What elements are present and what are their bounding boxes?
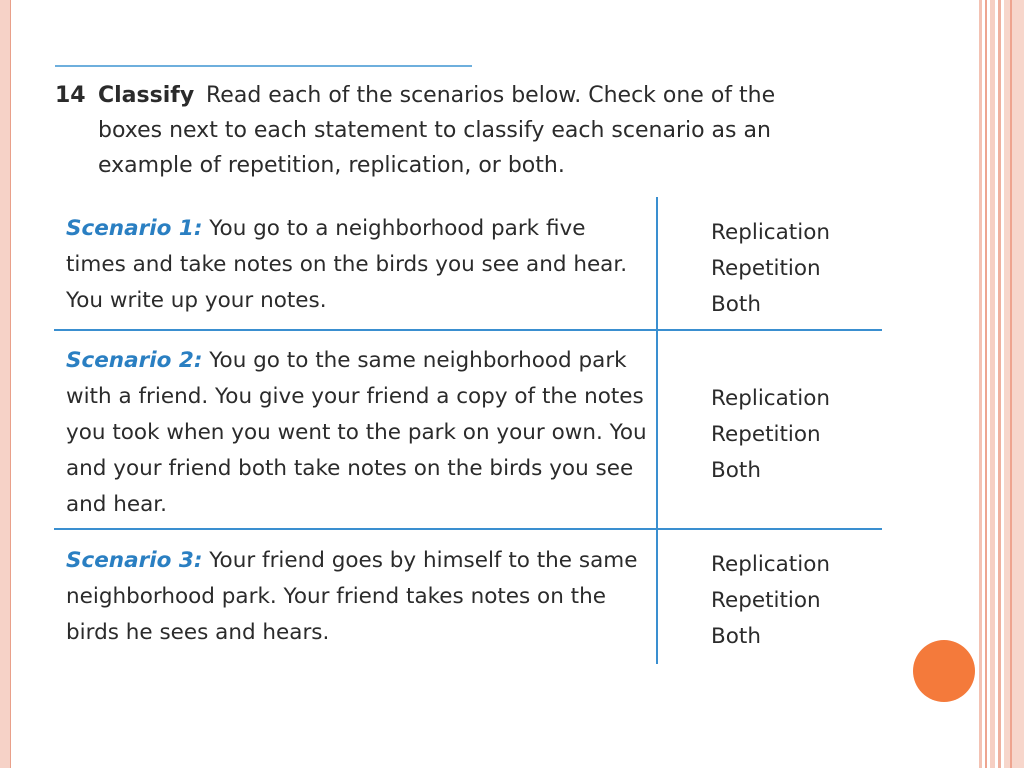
scenario-3-text xyxy=(66,543,651,651)
scenario-3-option-replication[interactable]: Replication xyxy=(711,552,830,577)
right-border-stripe xyxy=(1010,0,1012,768)
scenario-3-description: Your friend goes by himself to the same neighborhood park. Your friend takes notes on the birds he sees and hears. xyxy=(66,548,638,645)
scenario-2-choices xyxy=(711,381,871,489)
orange-circle-decoration xyxy=(913,640,975,702)
left-border-line xyxy=(10,0,11,768)
question-keyword: Classify xyxy=(98,83,195,108)
scenario-1-option-both[interactable]: Both xyxy=(711,292,761,317)
scenario-2-option-repetition[interactable]: Repetition xyxy=(711,422,821,447)
scenario-1-option-replication[interactable]: Replication xyxy=(711,220,830,245)
scenario-2-label: Scenario 2: xyxy=(66,348,203,373)
top-rule xyxy=(55,65,472,67)
table-row-divider xyxy=(54,528,882,530)
right-border-stripe xyxy=(979,0,982,768)
table-column-divider xyxy=(656,197,658,664)
left-border-stripe xyxy=(0,0,10,768)
scenario-1-description: You go to a neighborhood park five times and take notes on the birds you see and hear. You write up your notes. xyxy=(66,216,628,313)
right-border-stripe xyxy=(985,0,987,768)
scenario-3-choices xyxy=(711,547,871,655)
right-border-stripe xyxy=(998,0,1001,768)
scenario-3-option-repetition[interactable]: Repetition xyxy=(711,588,821,613)
scenario-3-label: Scenario 3: xyxy=(66,548,203,573)
table-row-divider xyxy=(54,329,882,331)
scenario-2-text xyxy=(66,343,651,523)
right-border-stripe xyxy=(1004,0,1024,768)
scenario-2-description: You go to the same neighborhood park with a friend. You give your friend a copy of the notes you took when you went to the park on your own. You and your friend both take notes on the birds you see and hear. xyxy=(66,348,647,517)
scenario-2-option-both[interactable]: Both xyxy=(711,458,761,483)
scenario-1-label: Scenario 1: xyxy=(66,216,203,241)
question-instructions: Read each of the scenarios below. Check one of the boxes next to each statement to classify each scenario as an example of repetition, replication, or both. xyxy=(98,83,776,178)
scenario-1-text xyxy=(66,211,651,319)
scenario-1-choices xyxy=(711,215,871,323)
scenario-2-option-replication[interactable]: Replication xyxy=(711,386,830,411)
question-number: 14 xyxy=(55,83,86,108)
right-border-stripe xyxy=(990,0,995,768)
scenario-3-option-both[interactable]: Both xyxy=(711,624,761,649)
scenario-1-option-repetition[interactable]: Repetition xyxy=(711,256,821,281)
